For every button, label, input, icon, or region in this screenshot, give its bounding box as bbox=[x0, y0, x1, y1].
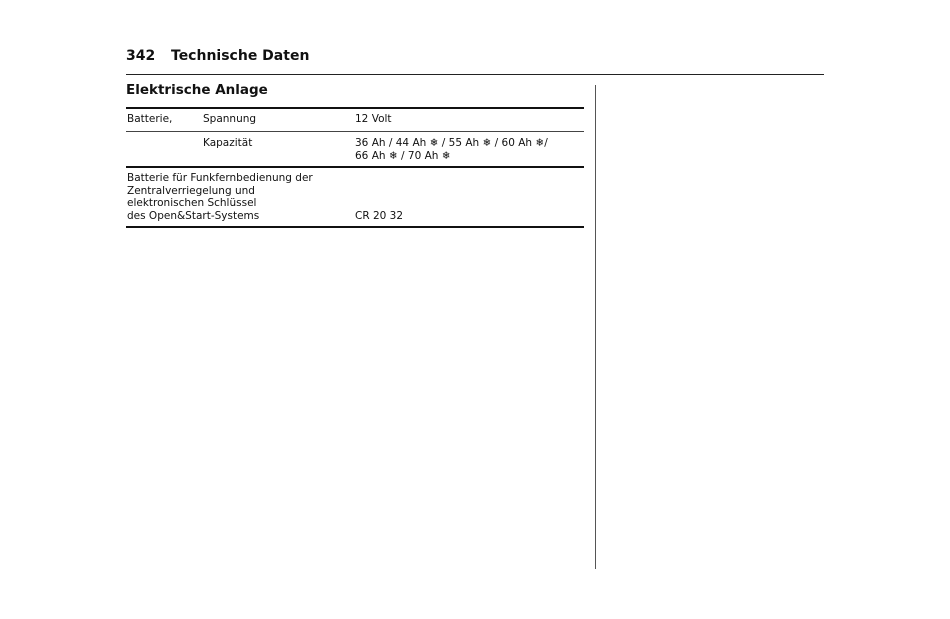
remote-battery-label-line-4: des Open&Start-Systems bbox=[127, 209, 260, 222]
page-number: 342 bbox=[126, 48, 156, 64]
section-title: Elektrische Anlage bbox=[126, 82, 268, 98]
chapter-title: Technische Daten bbox=[171, 48, 310, 64]
capacity-value-line-1: 36 Ah / 44 Ah ❄ / 55 Ah ❄ / 60 Ah ❄/ bbox=[355, 137, 548, 149]
table-row-battery-capacity bbox=[126, 132, 584, 168]
capacity-label: Kapazität bbox=[203, 137, 253, 149]
remote-battery-label-line-3: elektronischen Schlüssel bbox=[127, 197, 257, 209]
voltage-value: 12 Volt bbox=[355, 113, 392, 125]
spec-table bbox=[126, 107, 584, 228]
capacity-value bbox=[355, 137, 548, 162]
table-row-remote-battery bbox=[126, 168, 584, 228]
battery-label: Batterie, bbox=[127, 113, 173, 125]
table-row-battery-voltage bbox=[126, 109, 584, 132]
column-divider bbox=[595, 85, 596, 569]
remote-battery-label-line-2: Zentralverriegelung und bbox=[127, 184, 255, 197]
capacity-value-line-2: 66 Ah ❄ / 70 Ah ❄ bbox=[355, 149, 451, 162]
remote-battery-value: CR 20 32 bbox=[355, 210, 404, 222]
remote-battery-label bbox=[127, 172, 327, 222]
voltage-label: Spannung bbox=[203, 113, 257, 125]
page-header bbox=[126, 46, 824, 75]
remote-battery-label-line-1: Batterie für Funkfernbedienung der bbox=[127, 172, 313, 184]
